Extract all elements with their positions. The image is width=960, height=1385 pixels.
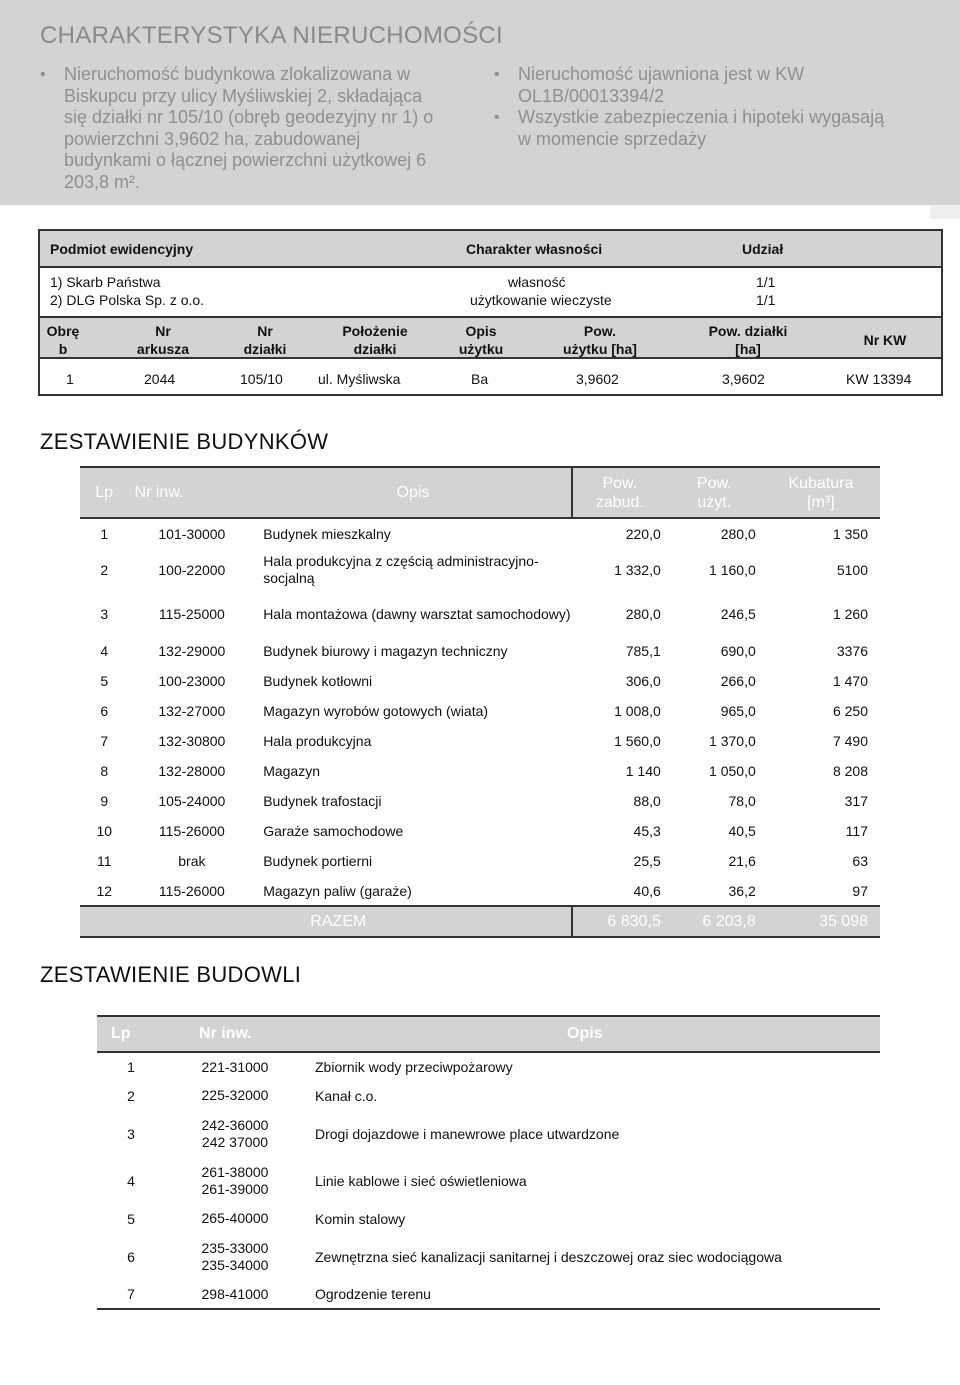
- table-cell: 2: [100, 562, 109, 578]
- table-cell: 4: [127, 1172, 135, 1189]
- structures-table: [97, 1015, 880, 1310]
- parcel-header-row: [40, 316, 941, 359]
- owner-1-character: własność: [508, 274, 566, 290]
- table-cell: 261-38000 261-39000: [201, 1163, 269, 1197]
- table-cell: 242-36000 242 37000: [201, 1116, 269, 1150]
- table-cell: 5: [100, 673, 109, 689]
- table-cell: 101-30000: [158, 525, 226, 542]
- table-cell: 40,5: [728, 823, 756, 839]
- structures-title: ZESTAWIENIE BUDOWLI: [40, 962, 302, 987]
- character-header: Charakter własności: [466, 241, 603, 257]
- table-cell: 6: [127, 1248, 135, 1265]
- table-cell: brak: [178, 853, 206, 869]
- buildings-title: ZESTAWIENIE BUDYNKÓW: [40, 429, 329, 454]
- table-cell: [129, 906, 256, 937]
- header-band: [0, 0, 960, 205]
- header-kw: Nr KW: [863, 332, 907, 348]
- table-row: [97, 1157, 880, 1204]
- table-cell: Budynek biurowy i magazyn techniczny: [263, 643, 508, 659]
- table-cell: Budynek trafostacji: [263, 793, 382, 809]
- table-cell: Magazyn paliw (garaże): [263, 882, 412, 899]
- table-cell: 221-31000: [201, 1058, 269, 1075]
- table-cell: Drogi dojazdowe i manewrowe place utwardzone: [315, 1125, 620, 1142]
- header-pow-uzytku: Pow. użytku [ha]: [563, 323, 637, 357]
- table-cell: Hala montażowa (dawny warsztat samochodowy): [263, 605, 571, 622]
- total-label: RAZEM: [255, 906, 572, 937]
- table-cell: 1 140: [625, 763, 661, 779]
- table-cell: 690,0: [720, 643, 756, 659]
- table-row: [97, 1280, 880, 1309]
- total-uzyt: 6 203,8: [667, 906, 762, 937]
- cell-arkusz: 2044: [144, 371, 176, 387]
- table-row: [80, 726, 880, 756]
- table-cell: 2: [127, 1087, 135, 1104]
- table-cell: 132-28000: [158, 763, 226, 779]
- table-cell: 280,0: [625, 606, 661, 622]
- right-bullet-list: [494, 64, 894, 150]
- table-cell: 40,6: [633, 882, 661, 899]
- table-cell: Budynek mieszkalny: [263, 525, 391, 542]
- owner-1-share: 1/1: [756, 274, 776, 290]
- col-nr-inw: Nr inw.: [129, 467, 256, 518]
- table-cell: 1 350: [832, 525, 868, 542]
- total-kubatura: 35 098: [762, 906, 880, 937]
- bullet-location: • Nieruchomość budynkowa zlokalizowana w Biskupcu przy ulicy Myśliwskiej 2, składająca się działki nr 105/10 (obręb geodezyjny nr 1) o powierzchni 3,9602 ha, zabudowanej budynkami o łącznej powierzchni użytkowej 6 203,8 m².: [40, 64, 450, 193]
- table-row: [80, 876, 880, 906]
- table-cell: 25,5: [633, 853, 661, 869]
- table-cell: 7 490: [832, 733, 868, 749]
- table-row: [80, 592, 880, 636]
- property-table: [38, 229, 943, 396]
- table-cell: [80, 906, 129, 937]
- table-cell: 1 470: [832, 673, 868, 689]
- table-cell: 100-23000: [158, 673, 226, 689]
- header-pow-dzialki: Pow. działki [ha]: [708, 323, 788, 357]
- col-opis: Opis: [255, 467, 572, 518]
- table-cell: 1 260: [832, 606, 868, 622]
- owner-1-subject: 1) Skarb Państwa: [50, 274, 161, 290]
- table-cell: 785,1: [625, 643, 661, 659]
- table-cell: 88,0: [633, 793, 661, 809]
- owner-2-share: 1/1: [756, 292, 776, 308]
- table-cell: 246,5: [720, 606, 756, 622]
- table-cell: 8: [100, 763, 109, 779]
- table-cell: 115-26000: [158, 823, 225, 839]
- table-cell: 7: [97, 1280, 165, 1309]
- table-cell: Zbiornik wody przeciwpożarowy: [315, 1059, 513, 1075]
- table-cell: 115-26000: [158, 882, 225, 899]
- table-cell: 5100: [836, 562, 868, 578]
- total-row: [80, 906, 880, 937]
- table-cell: 9: [100, 793, 109, 809]
- table-cell: Linie kablowe i sieć oświetleniowa: [315, 1172, 527, 1189]
- table-cell: 298-41000: [165, 1280, 305, 1309]
- col-pow-uzyt: Pow. użyt.: [667, 467, 762, 518]
- col-pow-zabud: Pow. zabud.: [572, 467, 667, 518]
- table-cell: 3: [127, 1125, 135, 1142]
- table-row: [97, 1081, 880, 1110]
- header-edge-decoration: [930, 205, 960, 219]
- cell-pow-uzytku: 3,9602: [576, 371, 619, 387]
- col-lp: Lp: [80, 467, 129, 518]
- table-row: [97, 1233, 880, 1280]
- table-cell: Zewnętrzna sieć kanalizacji sanitarnej i deszczowej oraz siec wodociągowa: [315, 1248, 782, 1265]
- table-cell: 965,0: [720, 703, 756, 719]
- header-dzialka: Nr działki: [243, 323, 287, 357]
- table-cell: 6 250: [832, 703, 868, 719]
- total-zabud: 6 830,5: [572, 906, 667, 937]
- table-cell: 115-25000: [158, 606, 225, 622]
- table-cell: Garaże samochodowe: [263, 823, 404, 839]
- table-cell: 5: [127, 1210, 135, 1227]
- header-arkusz: Nr arkusza: [136, 323, 190, 357]
- table-cell: Kanał c.o.: [315, 1087, 378, 1104]
- cell-opis: Ba: [471, 371, 489, 387]
- table-cell: 1 160,0: [709, 562, 756, 578]
- col-kubatura: Kubatura [m³]: [762, 467, 880, 518]
- table-cell: 12: [96, 882, 113, 899]
- table-row: [97, 1110, 880, 1157]
- bullet-mortgages: • Wszystkie zabezpieczenia i hipoteki wygasają w momencie sprzedaży: [494, 107, 894, 150]
- table-cell: 7: [100, 733, 109, 749]
- structures-header-row: [97, 1016, 880, 1052]
- subject-header: Podmiot ewidencyjny: [50, 241, 194, 257]
- table-cell: 1 008,0: [614, 703, 661, 719]
- table-cell: 266,0: [720, 673, 756, 689]
- col-lp: Lp: [97, 1016, 165, 1052]
- table-cell: 220,0: [625, 525, 661, 542]
- bullet-land-register: • Nieruchomość ujawniona jest w KW OL1B/00013394/2: [494, 64, 894, 107]
- cell-kw: KW 13394: [846, 371, 912, 387]
- table-cell: 306,0: [625, 673, 661, 689]
- header-opis: Opis użytku: [458, 323, 504, 357]
- table-cell: 63: [852, 853, 868, 869]
- table-cell: Hala produkcyjna: [263, 733, 372, 749]
- table-row: [80, 636, 880, 666]
- table-row: [80, 696, 880, 726]
- table-cell: 1 050,0: [709, 763, 756, 779]
- table-cell: Budynek kotłowni: [263, 673, 373, 689]
- table-cell: 6: [100, 703, 109, 719]
- page-title: CHARAKTERYSTYKA NIERUCHOMOŚCI: [40, 22, 504, 49]
- table-cell: 105-24000: [158, 793, 226, 809]
- table-cell: 3: [100, 606, 109, 622]
- table-cell: 117: [845, 823, 868, 839]
- header-obreb: Obrę b: [46, 323, 80, 357]
- table-row: [97, 1052, 880, 1081]
- table-cell: 265-40000: [201, 1210, 269, 1226]
- table-row: [80, 548, 880, 592]
- table-cell: Komin stalowy: [315, 1210, 406, 1227]
- table-row: [97, 1204, 880, 1233]
- owner-2-subject: 2) DLG Polska Sp. z o.o.: [50, 292, 205, 308]
- table-cell: 132-27000: [158, 703, 226, 719]
- table-cell: 4: [100, 643, 109, 659]
- owner-2-character: użytkowanie wieczyste: [470, 292, 612, 308]
- table-cell: 132-30800: [158, 733, 226, 749]
- table-cell: 225-32000: [201, 1087, 269, 1103]
- table-cell: 317: [844, 793, 868, 809]
- table-cell: 11: [97, 853, 112, 869]
- table-cell: 1 332,0: [614, 562, 661, 578]
- table-cell: 78,0: [728, 793, 756, 809]
- table-row: [80, 786, 880, 816]
- table-cell: 97: [852, 882, 868, 899]
- share-header: Udział: [742, 241, 784, 257]
- owners-header-row: [40, 231, 941, 268]
- table-row: [80, 816, 880, 846]
- cell-polozenie: ul. Myśliwska: [318, 371, 401, 387]
- table-cell: 3376: [836, 643, 868, 659]
- cell-pow-dzialki: 3,9602: [722, 371, 765, 387]
- table-row: [80, 666, 880, 696]
- table-cell: 45,3: [633, 823, 661, 839]
- table-row: [80, 846, 880, 876]
- table-cell: 235-33000 235-34000: [201, 1239, 269, 1273]
- table-cell: 280,0: [720, 525, 756, 542]
- col-opis: Opis: [305, 1016, 880, 1052]
- parcel-row: [40, 361, 941, 396]
- table-cell: Magazyn: [263, 763, 320, 779]
- table-cell: 132-29000: [158, 643, 226, 659]
- buildings-table: [80, 466, 880, 938]
- table-row: [80, 518, 880, 548]
- col-nr-inw: Nr inw.: [165, 1016, 305, 1052]
- table-cell: Budynek portierni: [263, 853, 373, 869]
- table-cell: 21,6: [728, 853, 756, 869]
- table-row: [80, 756, 880, 786]
- table-cell: 1: [127, 1059, 135, 1075]
- cell-obreb: 1: [66, 371, 74, 387]
- table-cell: 1 560,0: [614, 733, 661, 749]
- table-cell: Hala produkcyjna z częścią administracyjno-socjalną: [263, 553, 539, 586]
- table-cell: 1: [100, 525, 109, 542]
- table-cell: 8 208: [832, 763, 868, 779]
- table-cell: Magazyn wyrobów gotowych (wiata): [263, 703, 489, 719]
- cell-dzialka: 105/10: [240, 371, 283, 387]
- table-cell: 100-22000: [158, 562, 226, 578]
- table-cell: 10: [96, 823, 113, 839]
- table-cell: 36,2: [728, 882, 756, 899]
- owners-rows: [40, 268, 941, 316]
- buildings-header-row: [80, 467, 880, 518]
- table-cell: Ogrodzenie terenu: [305, 1280, 880, 1309]
- left-bullet-list: [40, 64, 450, 193]
- table-cell: 1 370,0: [709, 733, 756, 749]
- header-polozenie: Położenie działki: [342, 323, 408, 357]
